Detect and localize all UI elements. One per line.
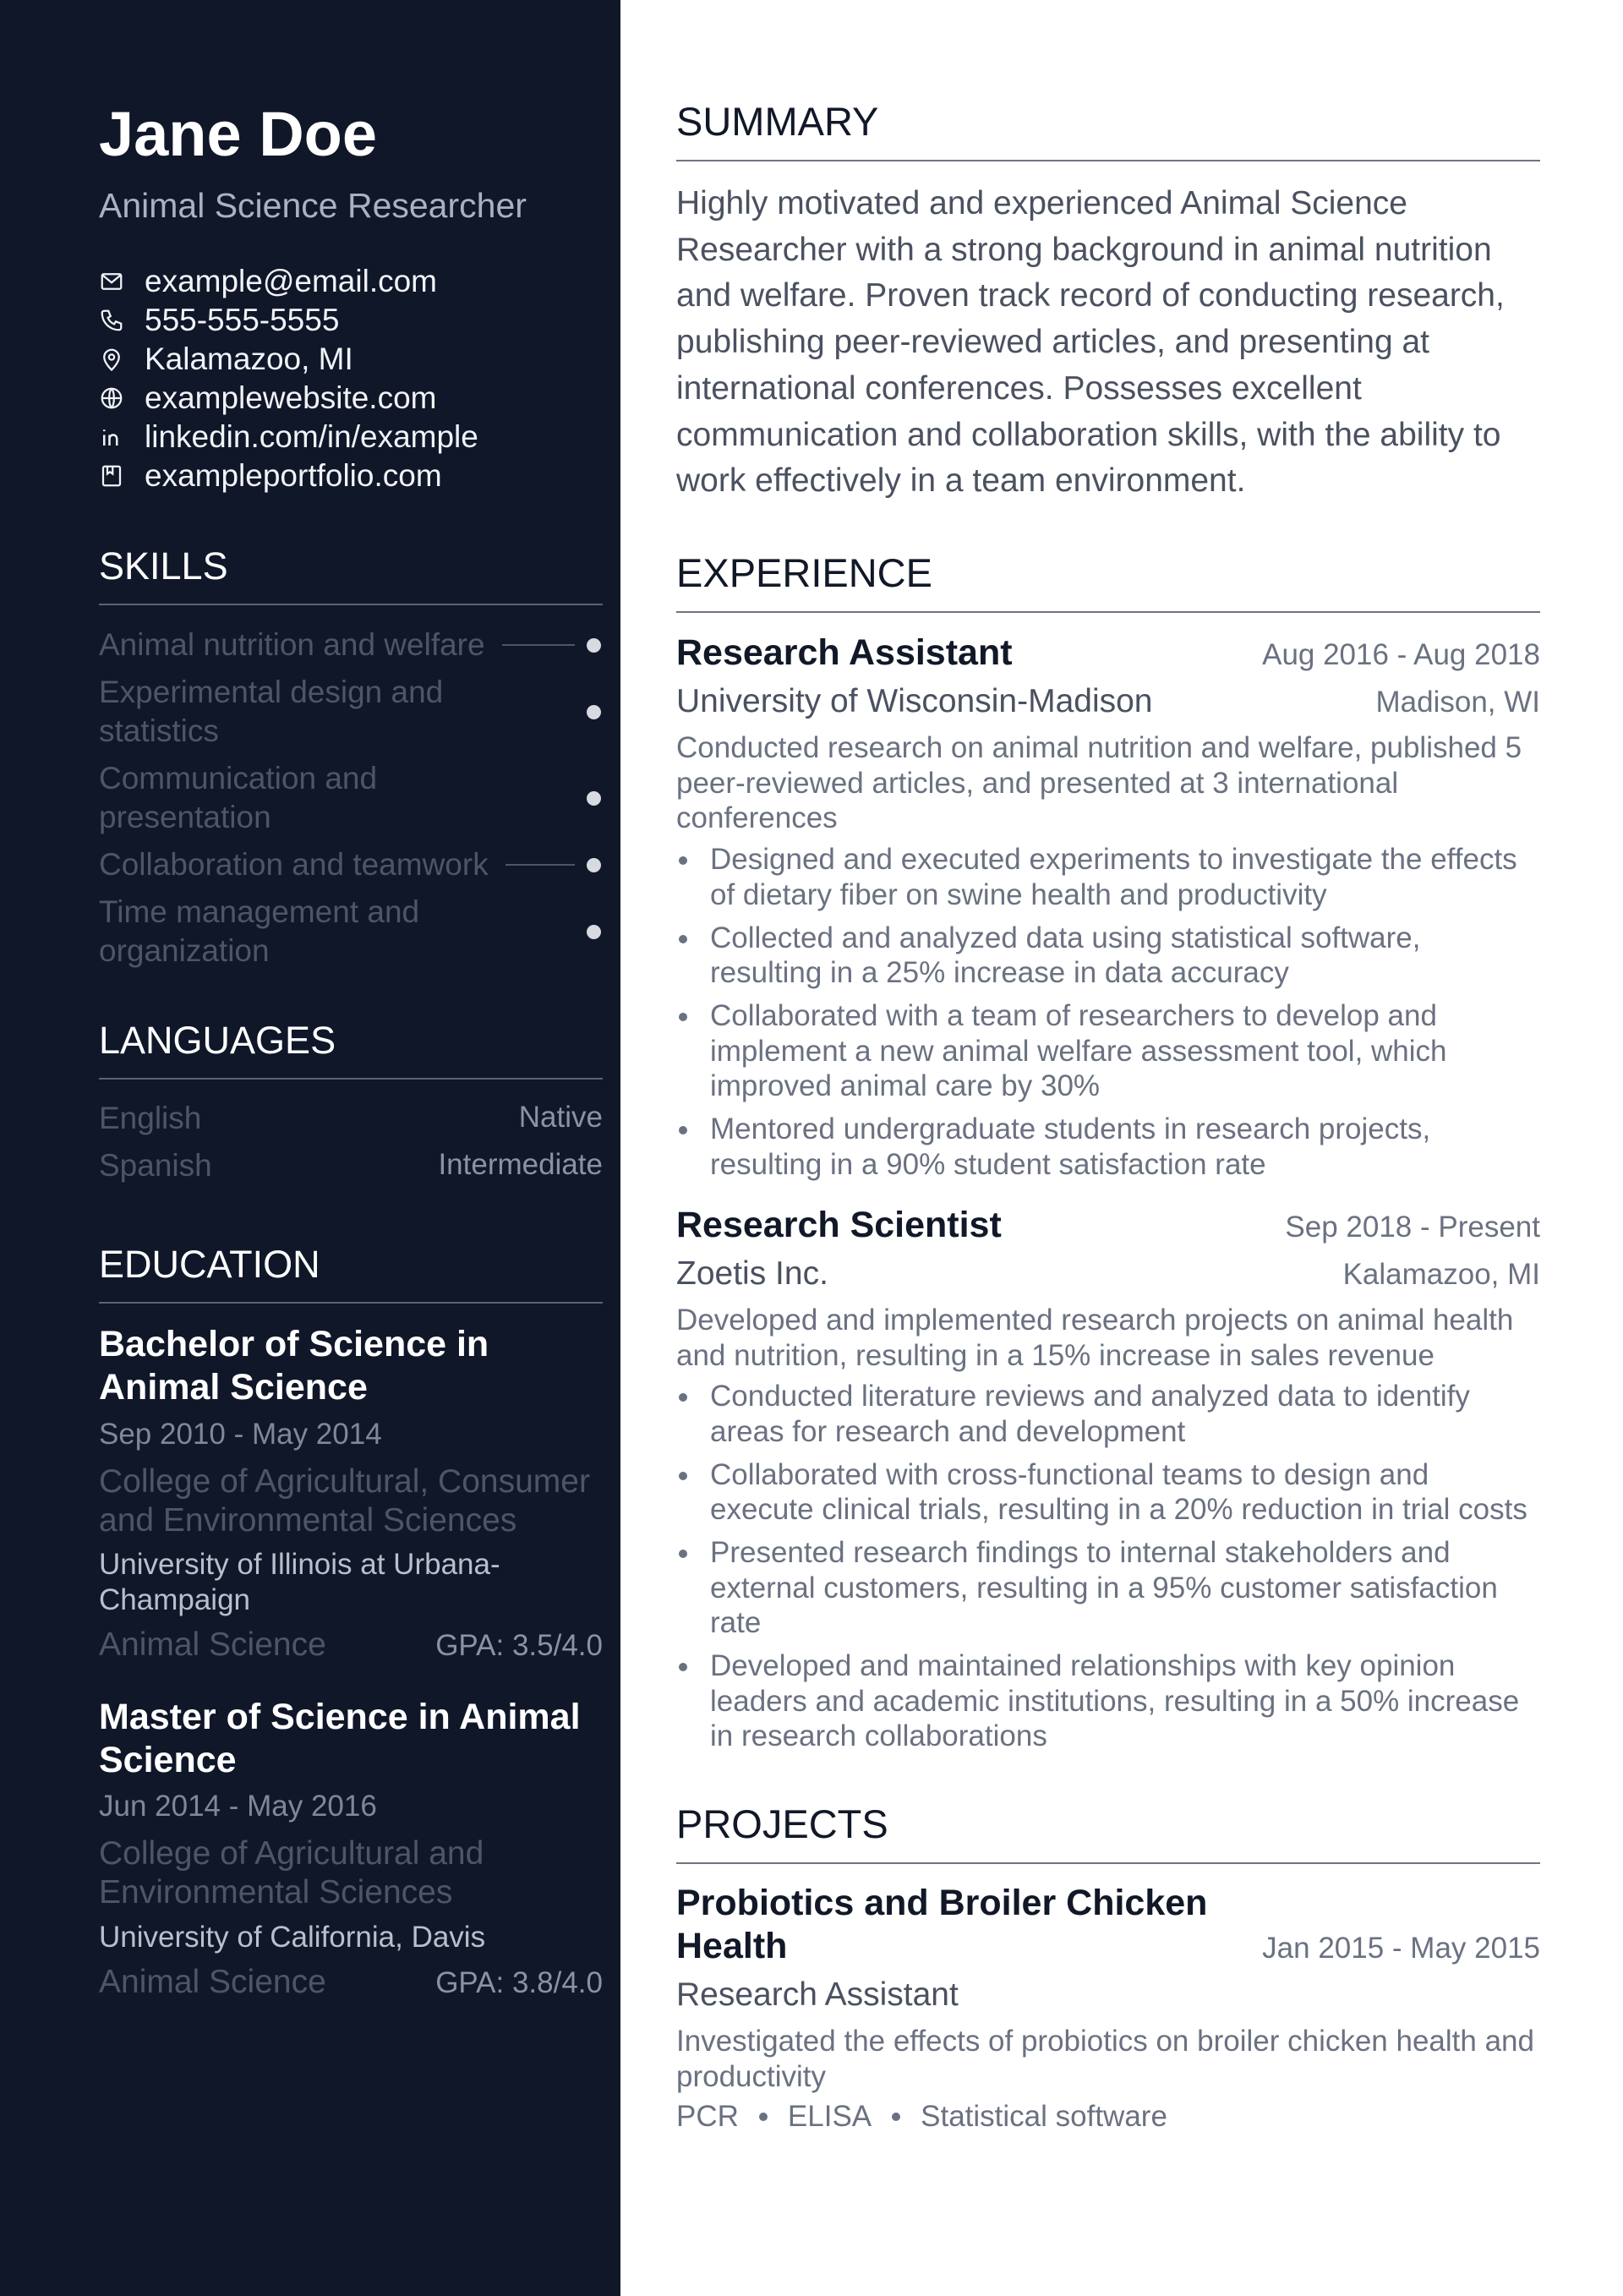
summary-text: Highly motivated and experienced Animal Science Researcher with a strong background in animal nutrition and welfare. Proven track record of conducting research, publishing peer-reviewed articles, and presenting at international conferences. Possesses excellent communication and collaboration skills, with the ability to work effectively in a team environment. (676, 185, 1505, 500)
portfolio-icon (99, 463, 124, 489)
education-degree: Bachelor of Science in Animal Science (99, 1324, 489, 1408)
job-location: Madison, WI (1375, 686, 1540, 719)
job-company-row (676, 1255, 1540, 1293)
skill-item (99, 673, 603, 751)
skill-dot (587, 638, 601, 653)
globe-icon (99, 385, 124, 411)
location-pin-icon (99, 347, 124, 372)
language-name: Spanish (99, 1148, 212, 1183)
contact-email[interactable] (99, 262, 478, 301)
candidate-title: Animal Science Researcher (99, 186, 527, 225)
job-bullet: Mentored undergraduate students in research projects, resulting in a 90% student satisfaction rate (676, 1112, 1540, 1182)
skill-dot (587, 791, 601, 806)
tag-separator-dot (892, 2113, 900, 2121)
job-title: Research Scientist (676, 1205, 1002, 1245)
education-university: University of Illinois at Urbana-Champaign (99, 1548, 500, 1616)
contact-email-text: example@email.com (145, 264, 438, 298)
skill-dot (587, 925, 601, 939)
phone-icon (99, 308, 124, 333)
job-bullet: Designed and executed experiments to investigate the effects of dietary fiber on swine health and productivity (676, 842, 1540, 912)
education-dates: Jun 2014 - May 2016 (99, 1790, 377, 1823)
contact-linkedin-text: linkedin.com/in/example (145, 419, 478, 454)
skill-label: Communication and presentation (99, 761, 378, 834)
education-field-row (99, 1964, 603, 2001)
job-bullets (676, 842, 1540, 1190)
project-tags (676, 2100, 1167, 2134)
skills-heading: SKILLS (99, 544, 603, 605)
skill-item (99, 759, 603, 837)
job-header (676, 632, 1540, 674)
job-description: Developed and implemented research projects on animal health and nutrition, resulting in a 15% increase in sales revenue (676, 1304, 1514, 1372)
job-title: Research Assistant (676, 632, 1013, 673)
language-level: Native (518, 1101, 603, 1134)
contact-location[interactable] (99, 340, 478, 379)
contact-phone[interactable] (99, 301, 478, 340)
project-tag: Statistical software (921, 2100, 1167, 2133)
job-bullet: Collaborated with a team of researchers to develop and implement a new animal welfare assessment tool, which improved animal care by 30% (676, 998, 1540, 1104)
linkedin-icon (99, 424, 124, 450)
skill-line (502, 644, 575, 646)
education-college: College of Agricultural and Environmental Sciences (99, 1835, 484, 1911)
education-college: College of Agricultural, Consumer and Environmental Sciences (99, 1463, 590, 1539)
job-company: Zoetis Inc. (676, 1255, 828, 1292)
contact-location-text: Kalamazoo, MI (145, 342, 353, 376)
project-description: Investigated the effects of probiotics on broiler chicken health and productivity (676, 2025, 1534, 2093)
skill-item (99, 626, 603, 664)
sidebar (0, 0, 620, 2296)
job-company-row (676, 683, 1540, 720)
language-name: English (99, 1101, 202, 1135)
project-tag: ELISA (787, 2100, 872, 2133)
language-level: Intermediate (438, 1148, 603, 1181)
job-bullets (676, 1379, 1540, 1762)
skill-label: Time management and organization (99, 894, 420, 968)
skill-dot (587, 858, 601, 872)
job-header (676, 1205, 1540, 1246)
skills-list (99, 626, 603, 979)
job-bullet: Collaborated with cross-functional teams to design and execute clinical trials, resulting in a 20% reduction in trial costs (676, 1457, 1540, 1528)
job-description: Conducted research on animal nutrition and welfare, published 5 peer-reviewed articles, and presented at 3 international conferences (676, 731, 1522, 834)
contact-website-text: examplewebsite.com (145, 380, 437, 415)
education-university: University of California, Davis (99, 1921, 486, 1954)
language-row (99, 1101, 603, 1136)
education-degree: Master of Science in Animal Science (99, 1697, 581, 1780)
education-gpa: GPA: 3.8/4.0 (435, 1966, 603, 1999)
project-role: Research Assistant (676, 1976, 959, 2013)
experience-heading: EXPERIENCE (676, 549, 1540, 613)
contact-portfolio-text: exampleportfolio.com (145, 458, 442, 493)
contact-portfolio[interactable] (99, 456, 478, 495)
contact-phone-text: 555-555-5555 (145, 303, 340, 337)
skill-item (99, 845, 603, 884)
education-field-row (99, 1626, 603, 1664)
candidate-name: Jane Doe (99, 99, 378, 169)
project-tag: PCR (676, 2100, 739, 2133)
summary-heading: SUMMARY (676, 98, 1540, 161)
education-field: Animal Science (99, 1626, 326, 1663)
job-company: University of Wisconsin-Madison (676, 683, 1153, 719)
languages-heading: LANGUAGES (99, 1019, 603, 1080)
job-dates: Sep 2018 - Present (1285, 1211, 1540, 1244)
education-gpa: GPA: 3.5/4.0 (435, 1629, 603, 1662)
skill-label: Animal nutrition and welfare (99, 627, 485, 662)
language-row (99, 1148, 603, 1184)
education-field: Animal Science (99, 1964, 326, 2000)
envelope-icon (99, 269, 124, 294)
project-dates: Jan 2015 - May 2015 (1262, 1932, 1540, 1965)
project-title: Probiotics and Broiler Chicken Health (676, 1883, 1208, 1966)
skill-item (99, 893, 603, 970)
job-bullet: Developed and maintained relationships with key opinion leaders and academic institutions, resulting in a 50% increase in research collaborations (676, 1648, 1540, 1754)
education-dates: Sep 2010 - May 2014 (99, 1418, 382, 1451)
job-bullet: Collected and analyzed data using statistical software, resulting in a 25% increase in data accuracy (676, 921, 1540, 991)
contact-linkedin[interactable] (99, 418, 478, 456)
contact-website[interactable] (99, 379, 478, 418)
contact-list (99, 262, 478, 495)
tag-separator-dot (759, 2113, 768, 2121)
skill-line (505, 864, 575, 866)
job-location: Kalamazoo, MI (1342, 1258, 1540, 1291)
education-heading: EDUCATION (99, 1243, 603, 1304)
job-dates: Aug 2016 - Aug 2018 (1262, 638, 1540, 671)
skill-label: Experimental design and statistics (99, 675, 444, 748)
skill-dot (587, 705, 601, 719)
skill-label: Collaboration and teamwork (99, 847, 489, 882)
job-bullet: Conducted literature reviews and analyzed data to identify areas for research and development (676, 1379, 1540, 1449)
projects-heading: PROJECTS (676, 1801, 1540, 1864)
job-bullet: Presented research findings to internal stakeholders and external customers, resulting in a 95% customer satisfaction rate (676, 1535, 1540, 1641)
